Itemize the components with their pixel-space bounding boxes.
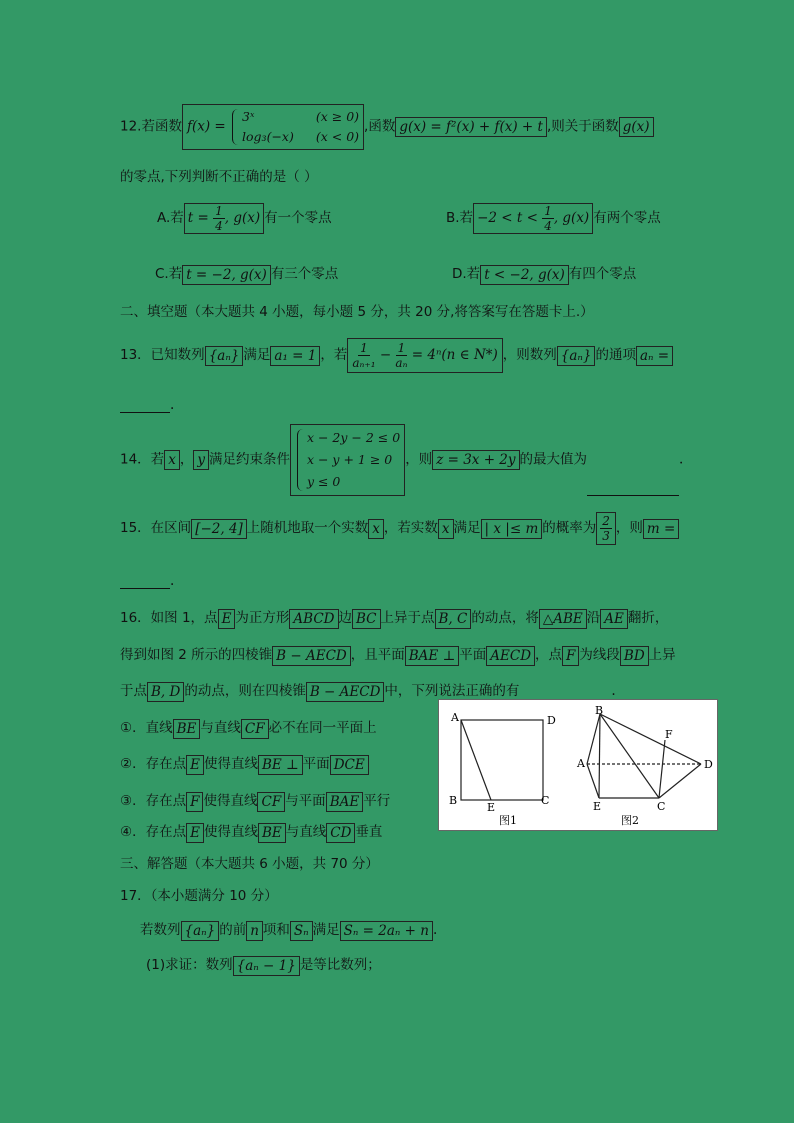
q16-BAE: BAE ⊥ (405, 646, 460, 666)
q16-l2-t2: 平面 (459, 647, 487, 663)
q15-interval: [−2, 4] (191, 519, 247, 539)
q12-mid2: ,则关于函数 (546, 118, 619, 135)
fig1-caption: 图1 (499, 814, 517, 827)
q16-l2-t3: ，点 (535, 647, 563, 663)
q16-AECD: AECD (486, 646, 535, 666)
q15-prefix: 15．在区间 (120, 520, 192, 536)
q15-condition: | x |≤ m (481, 519, 543, 539)
q14-c1: x − 2y − 2 ≤ 0 (306, 430, 401, 445)
q12-f-lhs: f(x) = (186, 118, 226, 135)
o3-CF: CF (257, 792, 285, 812)
option-b-frac (542, 204, 554, 233)
q12-option-d (452, 262, 636, 285)
q15-x: x (368, 519, 384, 539)
option-a-box (184, 203, 264, 234)
q14-t2: ，则 (405, 451, 433, 468)
option-b-pre: −2 < t < (477, 210, 538, 226)
q17-b: 的前 (219, 922, 247, 938)
q17-an: {aₙ} (181, 921, 220, 941)
o4-CD: CD (326, 823, 355, 843)
o4-c: 与直线 (285, 824, 327, 840)
q16-BC2: B, C (435, 609, 472, 629)
q13-rhs: = 4ⁿ(n ∈ N*) (411, 347, 498, 363)
fig1-label-d: D (547, 714, 556, 727)
q16-l1-t2: 边 (338, 610, 352, 626)
option-c-box: t = −2, g(x) (182, 265, 271, 285)
q13-num1: 1 (360, 341, 368, 355)
fig2-label-f: F (665, 728, 673, 741)
q12-mid: ,函数 (364, 118, 396, 135)
q12-piecewise (230, 107, 359, 147)
q17-d: 满足 (312, 922, 340, 938)
q16-option-4 (120, 820, 382, 843)
figure-svg (439, 700, 717, 830)
option-a-frac (213, 204, 225, 233)
q16-l3-end: . (611, 683, 616, 699)
option-d-box: t < −2, g(x) (480, 265, 569, 285)
q17-title: 17．（本小题满分 10 分） (120, 888, 278, 904)
o3-c: 与平面 (285, 793, 326, 809)
q16-l3-t2: 中，下列说法正确的有 (384, 683, 520, 699)
option-b-label: B.若 (446, 210, 474, 226)
q17-a: 若数列 (140, 922, 181, 938)
q16-l3-prefix: 于点 (120, 683, 147, 699)
section-3-heading: 三、解答题（本大题共 6 小题，共 70 分） (120, 856, 379, 872)
fig1-label-c: C (541, 794, 550, 807)
option-b-post: , g(x) (553, 210, 590, 226)
q12-g: g(x) (619, 117, 654, 137)
q17-p1-b: 是等比数列； (299, 957, 381, 973)
option-d-tail: 有四个零点 (568, 266, 637, 282)
q13-num2: 1 (397, 341, 406, 355)
q12-g-definition: g(x) = f²(x) + f(x) + t (395, 117, 547, 137)
o3-b: 使得直线 (203, 793, 258, 809)
q16-option-1 (120, 716, 377, 739)
q16-line1 (120, 606, 668, 629)
q13-minus: − (379, 347, 392, 363)
geometry-figure (438, 699, 718, 831)
q15-frac (600, 514, 612, 543)
q15-m: m = (643, 519, 679, 539)
q12-case1: 3ˣ (242, 109, 255, 124)
q13-answer-prompt: aₙ = (636, 346, 673, 366)
q14-t3: 的最大值为 (519, 451, 588, 468)
fig2-label-d: D (704, 758, 713, 771)
q13-den2: aₙ (395, 356, 408, 370)
o4-d: 垂直 (355, 824, 383, 840)
fig2-label-b: B (595, 704, 604, 717)
option-a-den: 4 (215, 219, 223, 233)
fig1-label-b: B (449, 794, 458, 807)
q15-t1: 上随机地取一个实数 (246, 520, 369, 536)
fig1-label-a: A (451, 711, 459, 724)
q12-line2: 的零点,下列判断不正确的是（ ） (120, 169, 318, 185)
q15-end: . (170, 573, 175, 589)
q16-l2-t4: 为线段 (579, 647, 620, 663)
option-a-post: , g(x) (224, 210, 261, 226)
fig2-caption: 图2 (621, 814, 639, 827)
q13-t1: 满足 (243, 347, 271, 363)
fig1-square (461, 720, 543, 800)
q16-l1-t1: 为正方形 (235, 610, 290, 626)
q13-frac1 (352, 341, 375, 370)
q17-n: n (246, 921, 263, 941)
q13-blank (120, 396, 170, 413)
q16-pyramid2: B − AECD (306, 682, 385, 702)
q15-x2: x (438, 519, 454, 539)
q12-case2: log₃(−x) (242, 129, 294, 144)
q17-line1 (140, 918, 437, 941)
q16-BC: BC (352, 609, 381, 629)
q12-option-c (155, 262, 338, 285)
option-c-tail: 有三个零点 (270, 266, 339, 282)
q15-den: 3 (602, 529, 610, 543)
o1-BE: BE (173, 719, 201, 739)
q16-ABCD: ABCD (289, 609, 338, 629)
q13-line1 (120, 338, 673, 373)
fig2-label-a: A (577, 757, 585, 770)
q16-l2-prefix: 得到如图 2 所示的四棱锥 (120, 647, 273, 663)
o2-BE: BE ⊥ (258, 755, 303, 775)
q13-a1: a₁ = 1 (270, 346, 320, 366)
q13-den1: aₙ₊₁ (352, 356, 376, 370)
q12-option-a (157, 203, 332, 234)
fig1-segment-ae (461, 720, 491, 800)
q14-c3: y ≤ 0 (306, 474, 341, 489)
q16-l1-t6: 翻折， (627, 610, 669, 626)
o4-b: 使得直线 (203, 824, 258, 840)
o3-d: 平行 (363, 793, 391, 809)
option-b-den: 4 (544, 219, 552, 233)
o3-a: ③．存在点 (120, 793, 187, 809)
q14-constraints (290, 424, 405, 496)
o2-a: ②．存在点 (120, 756, 187, 772)
q13-end: . (170, 397, 175, 413)
option-b-tail: 有两个零点 (593, 210, 661, 226)
q16-BD2: B, D (147, 682, 184, 702)
o3-BAE: BAE (326, 792, 364, 812)
q17-part1 (146, 953, 381, 976)
fig2-pyramid (587, 714, 701, 798)
o4-BE: BE (258, 823, 286, 843)
q13-recurrence (347, 338, 502, 373)
q13-prefix: 13．已知数列 (120, 347, 205, 363)
q12-cond2: (x < 0) (315, 129, 360, 144)
q15-probability (596, 512, 616, 545)
q14-z: z = 3x + 2y (432, 450, 519, 470)
q16-AE: AE (600, 609, 628, 629)
o2-b: 使得直线 (203, 756, 258, 772)
option-a-tail: 有一个零点 (264, 210, 332, 226)
q13-an: {aₙ} (205, 346, 244, 366)
q16-triangle: △ABE (539, 609, 587, 629)
q12-f-definition (182, 104, 364, 150)
o2-c: 平面 (302, 756, 330, 772)
q16-l1-t4: 的动点，将 (471, 610, 539, 626)
q16-F: F (562, 646, 579, 666)
q14-x: x (164, 450, 180, 470)
o4-a: ④．存在点 (120, 824, 187, 840)
q15-answer-line (120, 572, 174, 589)
q16-l3-t1: 的动点，则在四棱锥 (184, 683, 306, 699)
q17-Sn: Sₙ (290, 921, 313, 941)
q14-y: y (193, 450, 209, 470)
q12-option-b (446, 203, 661, 234)
q14-t1: 满足约束条件 (208, 451, 290, 468)
o1-b: 与直线 (200, 720, 241, 736)
q17-p1-a: (1)求证：数列 (146, 957, 233, 973)
q13-t3: ，则数列 (502, 347, 557, 363)
q16-BD: BD (620, 646, 649, 666)
fig2-label-e: E (593, 800, 602, 813)
o3-F: F (186, 792, 203, 812)
o1-c: 必不在同一平面上 (268, 720, 377, 736)
q12-line1 (120, 104, 654, 150)
q14-line (120, 424, 683, 496)
option-a-num: 1 (215, 204, 223, 218)
q16-line2 (120, 643, 676, 666)
q17-c: 项和 (262, 922, 290, 938)
q16-prefix: 16．如图 1，点 (120, 610, 218, 626)
fig1-label-e: E (487, 801, 496, 814)
option-b-box (473, 203, 593, 234)
q14-c2: x − y + 1 ≥ 0 (306, 452, 393, 467)
q13-t2: ，若 (320, 347, 348, 363)
q13-an2: {aₙ} (557, 346, 596, 366)
q16-l1-t3: 上异于点 (380, 610, 435, 626)
o1-a: ①．直线 (120, 720, 173, 736)
q16-l2-t5: 上异 (648, 647, 676, 663)
o2-E: E (186, 755, 204, 775)
q17-p1-box: {aₙ − 1} (233, 956, 300, 976)
q14-blank (587, 479, 679, 496)
option-a-label: A.若 (157, 210, 184, 226)
q16-l2-t1: ，且平面 (350, 647, 405, 663)
q12-cond1: (x ≥ 0) (315, 109, 360, 124)
q13-frac2 (395, 341, 407, 370)
o1-CF: CF (241, 719, 269, 739)
q16-option-2 (120, 752, 369, 775)
q13-t4: 的通项 (595, 347, 636, 363)
o2-DCE: DCE (330, 755, 369, 775)
q15-t3: 满足 (453, 520, 481, 536)
q14-prefix: 14．若 (120, 451, 165, 468)
q15-blank (120, 572, 170, 589)
q16-option-3 (120, 789, 390, 812)
section-2-heading: 二、填空题（本大题共 4 小题，每小题 5 分，共 20 分,将答案写在答题卡上.） (120, 304, 594, 320)
q17-e: . (432, 922, 438, 938)
option-b-num: 1 (544, 204, 552, 218)
option-a-pre: t = (187, 210, 209, 226)
q14-system (295, 427, 400, 493)
q16-l1-t5: 沿 (586, 610, 601, 626)
q16-E: E (218, 609, 236, 629)
q16-pyramid: B − AECD (272, 646, 351, 666)
q15-t2: ，若实数 (383, 520, 438, 536)
q15-t5: ，则 (615, 520, 643, 536)
o4-E: E (186, 823, 204, 843)
q15-line (120, 512, 679, 545)
q15-num: 2 (602, 514, 610, 528)
q15-t4: 的概率为 (542, 520, 597, 536)
q13-answer-line (120, 396, 174, 413)
option-c-label: C.若 (155, 266, 183, 282)
fig2-label-c: C (657, 800, 666, 813)
q14-end: . (679, 451, 684, 468)
q17-equation: Sₙ = 2aₙ + n (340, 921, 433, 941)
q14-comma: ， (179, 451, 194, 468)
option-d-label: D.若 (452, 266, 481, 282)
q12-prefix: 12.若函数 (120, 118, 182, 135)
